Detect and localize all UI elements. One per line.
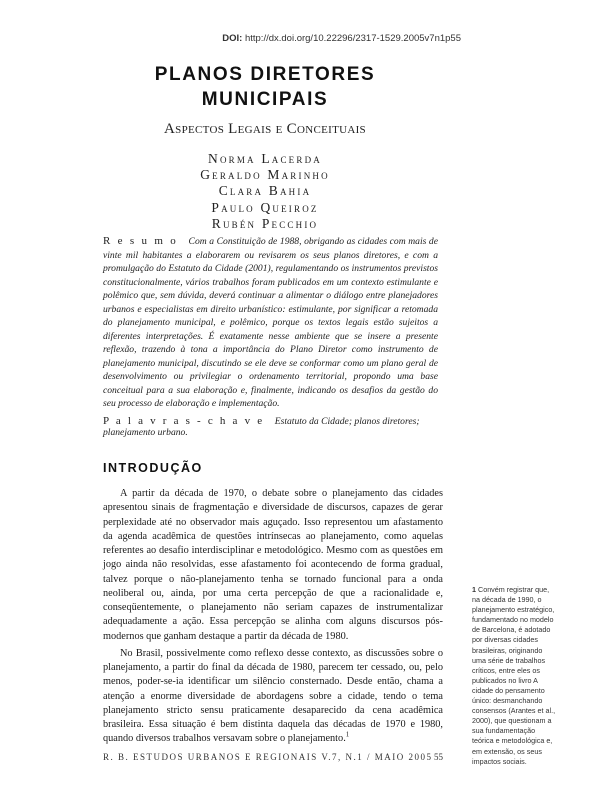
article-subtitle: Aspectos Legais e Conceituais — [164, 121, 366, 137]
journal-reference: R. B. ESTUDOS URBANOS E REGIONAIS V.7, N.1 / MAIO 2005 — [103, 752, 433, 762]
article-title — [100, 62, 430, 112]
paragraph: No Brasil, possivelmente como reflexo desse contexto, as discussões sobre o planejamento, a partir do final da década de 1980, parecem ter cessado, ou, pelo menos, poder-se-ia identificar um silêncio consternado. Desde então, chama a atenção a enorme diversidade de abordagens sobre a cidade, tendo o tema planejamento stricto sensu praticamente desaparecido da cena acadêmica brasileira. Essa situação é bem distinta daquela das décadas de 1970 e 1980, quando diversos trabalhos versavam sobre o planejamento.$^1$ — [103, 647, 443, 745]
author-name: Norma Lacerda — [208, 151, 322, 166]
section-title: INTRODUÇÃO — [103, 461, 203, 475]
abstract — [103, 235, 438, 411]
footnote-marker[interactable]: 1 — [345, 730, 350, 739]
keywords-heading: P a l a v r a s - c h a v e — [103, 415, 265, 427]
keywords-text: Estatuto da Cidade; planos diretores; planejamento urbano. — [103, 416, 420, 438]
footnote-number: 1 — [472, 585, 476, 594]
doi-link[interactable]: http://dx.doi.org/10.22296/2317-1529.2005v7n1p55 — [244, 33, 461, 44]
footnote-text: Convém registrar que, na década de 1990, o planejamento estratégico, fundamentado no modelo de Barcelona, é adotado por diversas cidades brasileiras, originando uma série de trabalhos críticos, entre eles os publicados no livro A cidade do pensamento único: desmanchando consensos (Arantes et al., 2000), que questionam a sua fundamentação teórica e metodológica e, em extensão, os seus impactos sociais. — [472, 585, 556, 766]
page-footer — [103, 752, 443, 762]
abstract-text: Com a Constituição de 1988, obrigando as cidades com mais de vinte mil habitantes a elaborarem ou revisarem os seus planos diretores, e com a promulgação do Estatuto da Cidade (2001), regulamentando os instrumentos previstos constitucionalmente, vários trabalhos foram publicados em um contexto estimulante e polêmico que, sem dúvida, deverá continuar a alimentar o diálogo entre planejadores urbanos e especialistas em direito urbanístico: estimulante, por significar a retomada do planejamento municipal, e polêmico, porque os textos legais estão sujeitos a diferentes interpretações. É exatamente nesse ambiente que se insere a presente reflexão, trazendo à tona a importância do Plano Diretor como instrumento de planejamento municipal, discutindo se ele deve se conformar como um plano geral de desenvolvimento ou privilegiar o ordenamento territorial, propondo uma base conceitual para a sua elaboração e, finalmente, indicando os desafios da gestão do seu processo de elaboração e implementação. — [103, 236, 438, 409]
page-number: 55 — [434, 752, 443, 762]
paragraph: A partir da década de 1970, o debate sobre o planejamento das cidades apresentou sinais de fragmentação e diversidade de discursos, capazes de gerar perplexidade até no observador mais aguçado. Isso representou um afastamento da agenda acadêmica de questões intrínsecas ao planejamento, como aquelas referentes ao desafio interdisciplinar e metodológico. Mesmo com as questões em jogo ainda não resolvidas, esse afastamento foi acontecendo de forma gradual, talvez porque o não-planejamento tenha se tornado funcional para a onda neoliberal ou, ainda, por uma certa percepção de que a racionalidade e, conseqüentemente, o planejamento não seriam capazes de instrumentalizar adequadamente a ação. Essa percepção se alinha com alguns discursos pós-modernos que ganham destaque a partir da década de 1980. — [103, 488, 443, 642]
abstract-heading: R e s u m o — [103, 235, 178, 247]
body-text — [103, 487, 443, 747]
author-name: Rubén Pecchio — [211, 215, 319, 231]
doi-label: DOI: — [222, 33, 243, 44]
title-line-2: MUNICIPAIS — [201, 89, 329, 110]
author-name: Clara Bahia — [218, 183, 312, 199]
doi-line — [222, 33, 461, 44]
author-name: Paulo Queiroz — [211, 199, 319, 215]
footnote — [472, 585, 558, 767]
title-line-1: PLANOS DIRETORES — [154, 64, 376, 85]
author-list — [100, 151, 430, 232]
author-name: Geraldo Marinho — [200, 167, 330, 183]
keywords — [103, 415, 443, 438]
